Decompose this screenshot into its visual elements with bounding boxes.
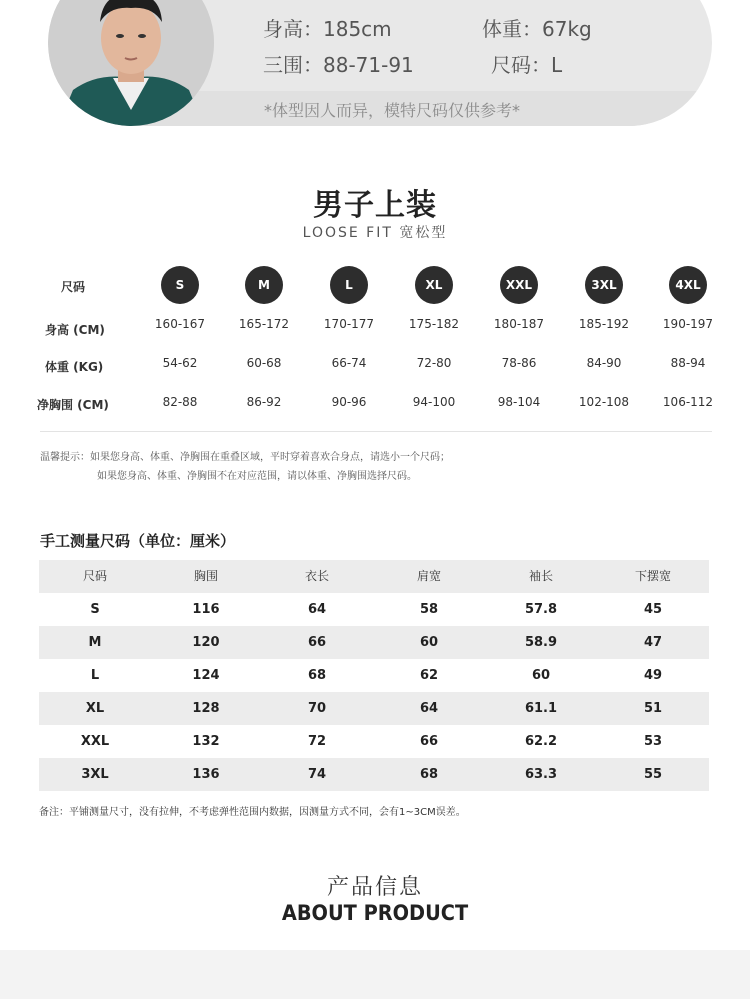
height-cell: 170-177 [323,317,375,331]
table-cell: 120 [192,635,220,650]
table-cell: 68 [419,767,439,782]
table-cell: 62.2 [524,734,558,749]
table-cell: 116 [192,602,220,617]
section-subtitle: LOOSE FIT 宽松型 [302,225,448,241]
table-cell: 136 [192,767,220,782]
model-size-label: 尺码： [491,53,551,77]
table-row [39,725,709,758]
table-row [39,692,709,725]
model-size-value: L [551,53,563,77]
chest-cell: 102-108 [578,395,630,409]
size-badge-l: L [330,266,368,304]
chest-cell: 82-88 [162,395,198,409]
model-height-label: 身高： [263,17,323,41]
model-height [263,13,392,42]
table-cell: 45 [643,602,663,617]
table-cell: 57.8 [524,602,558,617]
model-measurements-value: 88-71-91 [323,53,414,77]
section-title: 男子上装 [313,188,437,223]
weight-row-label: 体重 (KG) [45,360,104,374]
model-weight [482,13,592,42]
table-cell: 132 [192,734,220,749]
table-cell: 58.9 [524,635,558,650]
weight-cell: 84-90 [586,356,622,370]
size-badge-3xl: 3XL [585,266,623,304]
size-row-label: 尺码 [61,280,86,294]
table-cell: 49 [643,668,663,683]
chest-cell: 86-92 [246,395,282,409]
table-cell: 53 [643,734,663,749]
table-cell: 128 [192,701,220,716]
measure-table-title: 手工测量尺码（单位：厘米） [40,532,236,550]
size-badge-m: M [245,266,283,304]
header-cell: 袖长 [528,569,553,583]
weight-cell: 66-74 [331,356,367,370]
weight-cell: 72-80 [416,356,452,370]
header-cell: 肩宽 [416,569,441,583]
weight-cell: 78-86 [501,356,537,370]
tip-line-2: 如果您身高、体重、净胸围不在对应范围，请以体重、净胸围选择尺码。 [97,471,417,482]
model-note: *体型因人而异，模特尺码仅供参考* [264,101,521,120]
header-cell: 下摆宽 [634,569,671,583]
table-cell: 60 [531,668,551,683]
height-row-label: 身高 (CM) [45,323,105,337]
table-row [39,758,709,791]
table-cell: 63.3 [524,767,558,782]
table-cell: L [90,668,100,683]
table-cell: 74 [307,767,327,782]
product-info-title: 产品信息 [326,875,423,900]
table-cell: XXL [80,734,110,749]
table-row [39,593,709,626]
table-cell: 58 [419,602,439,617]
table-cell: 51 [643,701,663,716]
height-cell: 165-172 [238,317,290,331]
measure-remark: 备注：平铺测量尺寸，没有拉伸，不考虑弹性范围内数据，因测量方式不同，会有1~3CM误差。 [39,807,466,818]
header-cell: 尺码 [82,569,107,583]
model-weight-value: 67kg [542,17,592,41]
table-cell: 3XL [81,767,109,782]
table-header-row [39,560,709,593]
bottom-band [0,950,750,999]
height-cell: 180-187 [493,317,545,331]
table-row [39,659,709,692]
table-cell: 60 [419,635,439,650]
table-cell: 47 [643,635,663,650]
height-cell: 160-167 [154,317,206,331]
size-badge-xxl: XXL [500,266,538,304]
height-cell: 175-182 [408,317,460,331]
chest-cell: 98-104 [497,395,541,409]
table-cell: 66 [307,635,327,650]
weight-cell: 88-94 [670,356,706,370]
table-cell: 70 [307,701,327,716]
size-badge-4xl: 4XL [669,266,707,304]
table-cell: 66 [419,734,439,749]
header-cell: 衣长 [304,569,329,583]
model-measurements-label: 三围： [263,53,323,77]
height-cell: 185-192 [578,317,630,331]
chest-cell: 90-96 [331,395,367,409]
weight-cell: 54-62 [162,356,198,370]
table-cell: 124 [192,668,220,683]
size-badge-xl: XL [415,266,453,304]
height-cell: 190-197 [662,317,714,331]
model-height-value: 185cm [323,17,392,41]
model-measurements [263,49,414,78]
model-weight-label: 体重： [482,17,542,41]
weight-cell: 60-68 [246,356,282,370]
chest-cell: 106-112 [662,395,714,409]
tip-line-1: 温馨提示：如果您身高、体重、净胸围在重叠区域，平时穿着喜欢合身点，请选小一个尺码； [40,452,450,463]
product-info-subtitle: ABOUT PRODUCT [281,901,469,925]
table-row [39,626,709,659]
table-cell: 61.1 [524,701,558,716]
model-info-card [48,0,712,126]
table-cell: 62 [419,668,439,683]
table-cell: M [88,635,102,650]
section-divider [40,431,712,432]
model-size [491,49,562,78]
chest-cell: 94-100 [412,395,456,409]
table-cell: S [90,602,100,617]
table-cell: 55 [643,767,663,782]
size-badge-s: S [161,266,199,304]
table-cell: 64 [419,701,439,716]
header-cell: 胸围 [193,569,218,583]
table-cell: 64 [307,602,327,617]
table-cell: XL [85,701,105,716]
chest-row-label: 净胸围 (CM) [37,398,109,412]
table-cell: 72 [307,734,327,749]
table-cell: 68 [307,668,327,683]
